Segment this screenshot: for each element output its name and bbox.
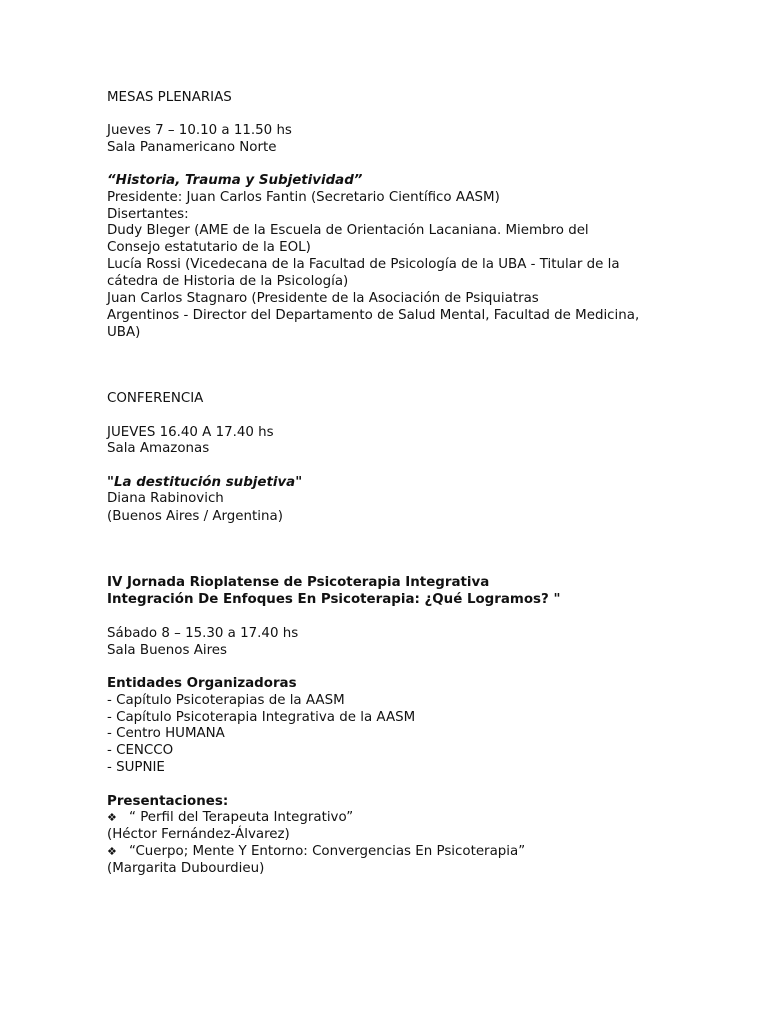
speaker-line: Argentinos - Director del Departamento de Salud Mental, Facultad de Medicina, [107,308,640,323]
plenarias-speakers-label: Disertantes: [107,207,189,222]
presentation-title: “ Perfil del Terapeuta Integrativo” [129,810,354,825]
diamond-bullet-icon: ❖ [107,811,117,824]
speaker-line: UBA) [107,325,141,340]
speaker-line: Consejo estatutario de la EOL) [107,240,311,255]
presentation-title: “Cuerpo; Mente Y Entorno: Convergencias En Psicoterapia” [129,844,526,859]
jornada-title-line1: IV Jornada Rioplatense de Psicoterapia Integrativa [107,575,490,590]
conferencia-heading: CONFERENCIA [107,391,204,406]
speaker-line: cátedra de Historia de la Psicología) [107,274,349,289]
plenarias-room: Sala Panamericano Norte [107,140,277,155]
presentation-item [107,843,525,860]
presentations-heading: Presentaciones: [107,794,229,809]
plenarias-president: Presidente: Juan Carlos Fantin (Secretario Científico AASM) [107,190,500,205]
org-item: - CENCCO [107,743,174,758]
presentation-author: (Margarita Dubourdieu) [107,861,265,876]
conferencia-origin: (Buenos Aires / Argentina) [107,509,283,524]
jornada-title-line2: Integración De Enfoques En Psicoterapia: ¿Qué Logramos? " [107,592,561,607]
org-heading: Entidades Organizadoras [107,676,297,691]
plenarias-heading: MESAS PLENARIAS [107,90,232,105]
conferencia-title: "La destitución subjetiva" [107,475,303,490]
org-item: - Capítulo Psicoterapias de la AASM [107,693,345,708]
presentation-author: (Héctor Fernández-Álvarez) [107,827,290,842]
org-item: - SUPNIE [107,760,165,775]
diamond-bullet-icon: ❖ [107,845,117,858]
speaker-line: Dudy Bleger (AME de la Escuela de Orientación Lacaniana. Miembro del [107,223,589,238]
org-item: - Centro HUMANA [107,726,225,741]
jornada-room: Sala Buenos Aires [107,643,228,658]
presentation-item [107,809,353,826]
conferencia-room: Sala Amazonas [107,441,210,456]
speaker-line: Lucía Rossi (Vicedecana de la Facultad de Psicología de la UBA - Titular de la [107,257,620,272]
conferencia-speaker: Diana Rabinovich [107,491,224,506]
plenarias-title: “Historia, Trauma y Subjetividad” [107,173,363,188]
conferencia-time: JUEVES 16.40 A 17.40 hs [107,425,274,440]
plenarias-time: Jueves 7 – 10.10 a 11.50 hs [107,123,292,138]
jornada-time: Sábado 8 – 15.30 a 17.40 hs [107,626,299,641]
speaker-line: Juan Carlos Stagnaro (Presidente de la Asociación de Psiquiatras [107,291,539,306]
org-item: - Capítulo Psicoterapia Integrativa de la AASM [107,710,416,725]
